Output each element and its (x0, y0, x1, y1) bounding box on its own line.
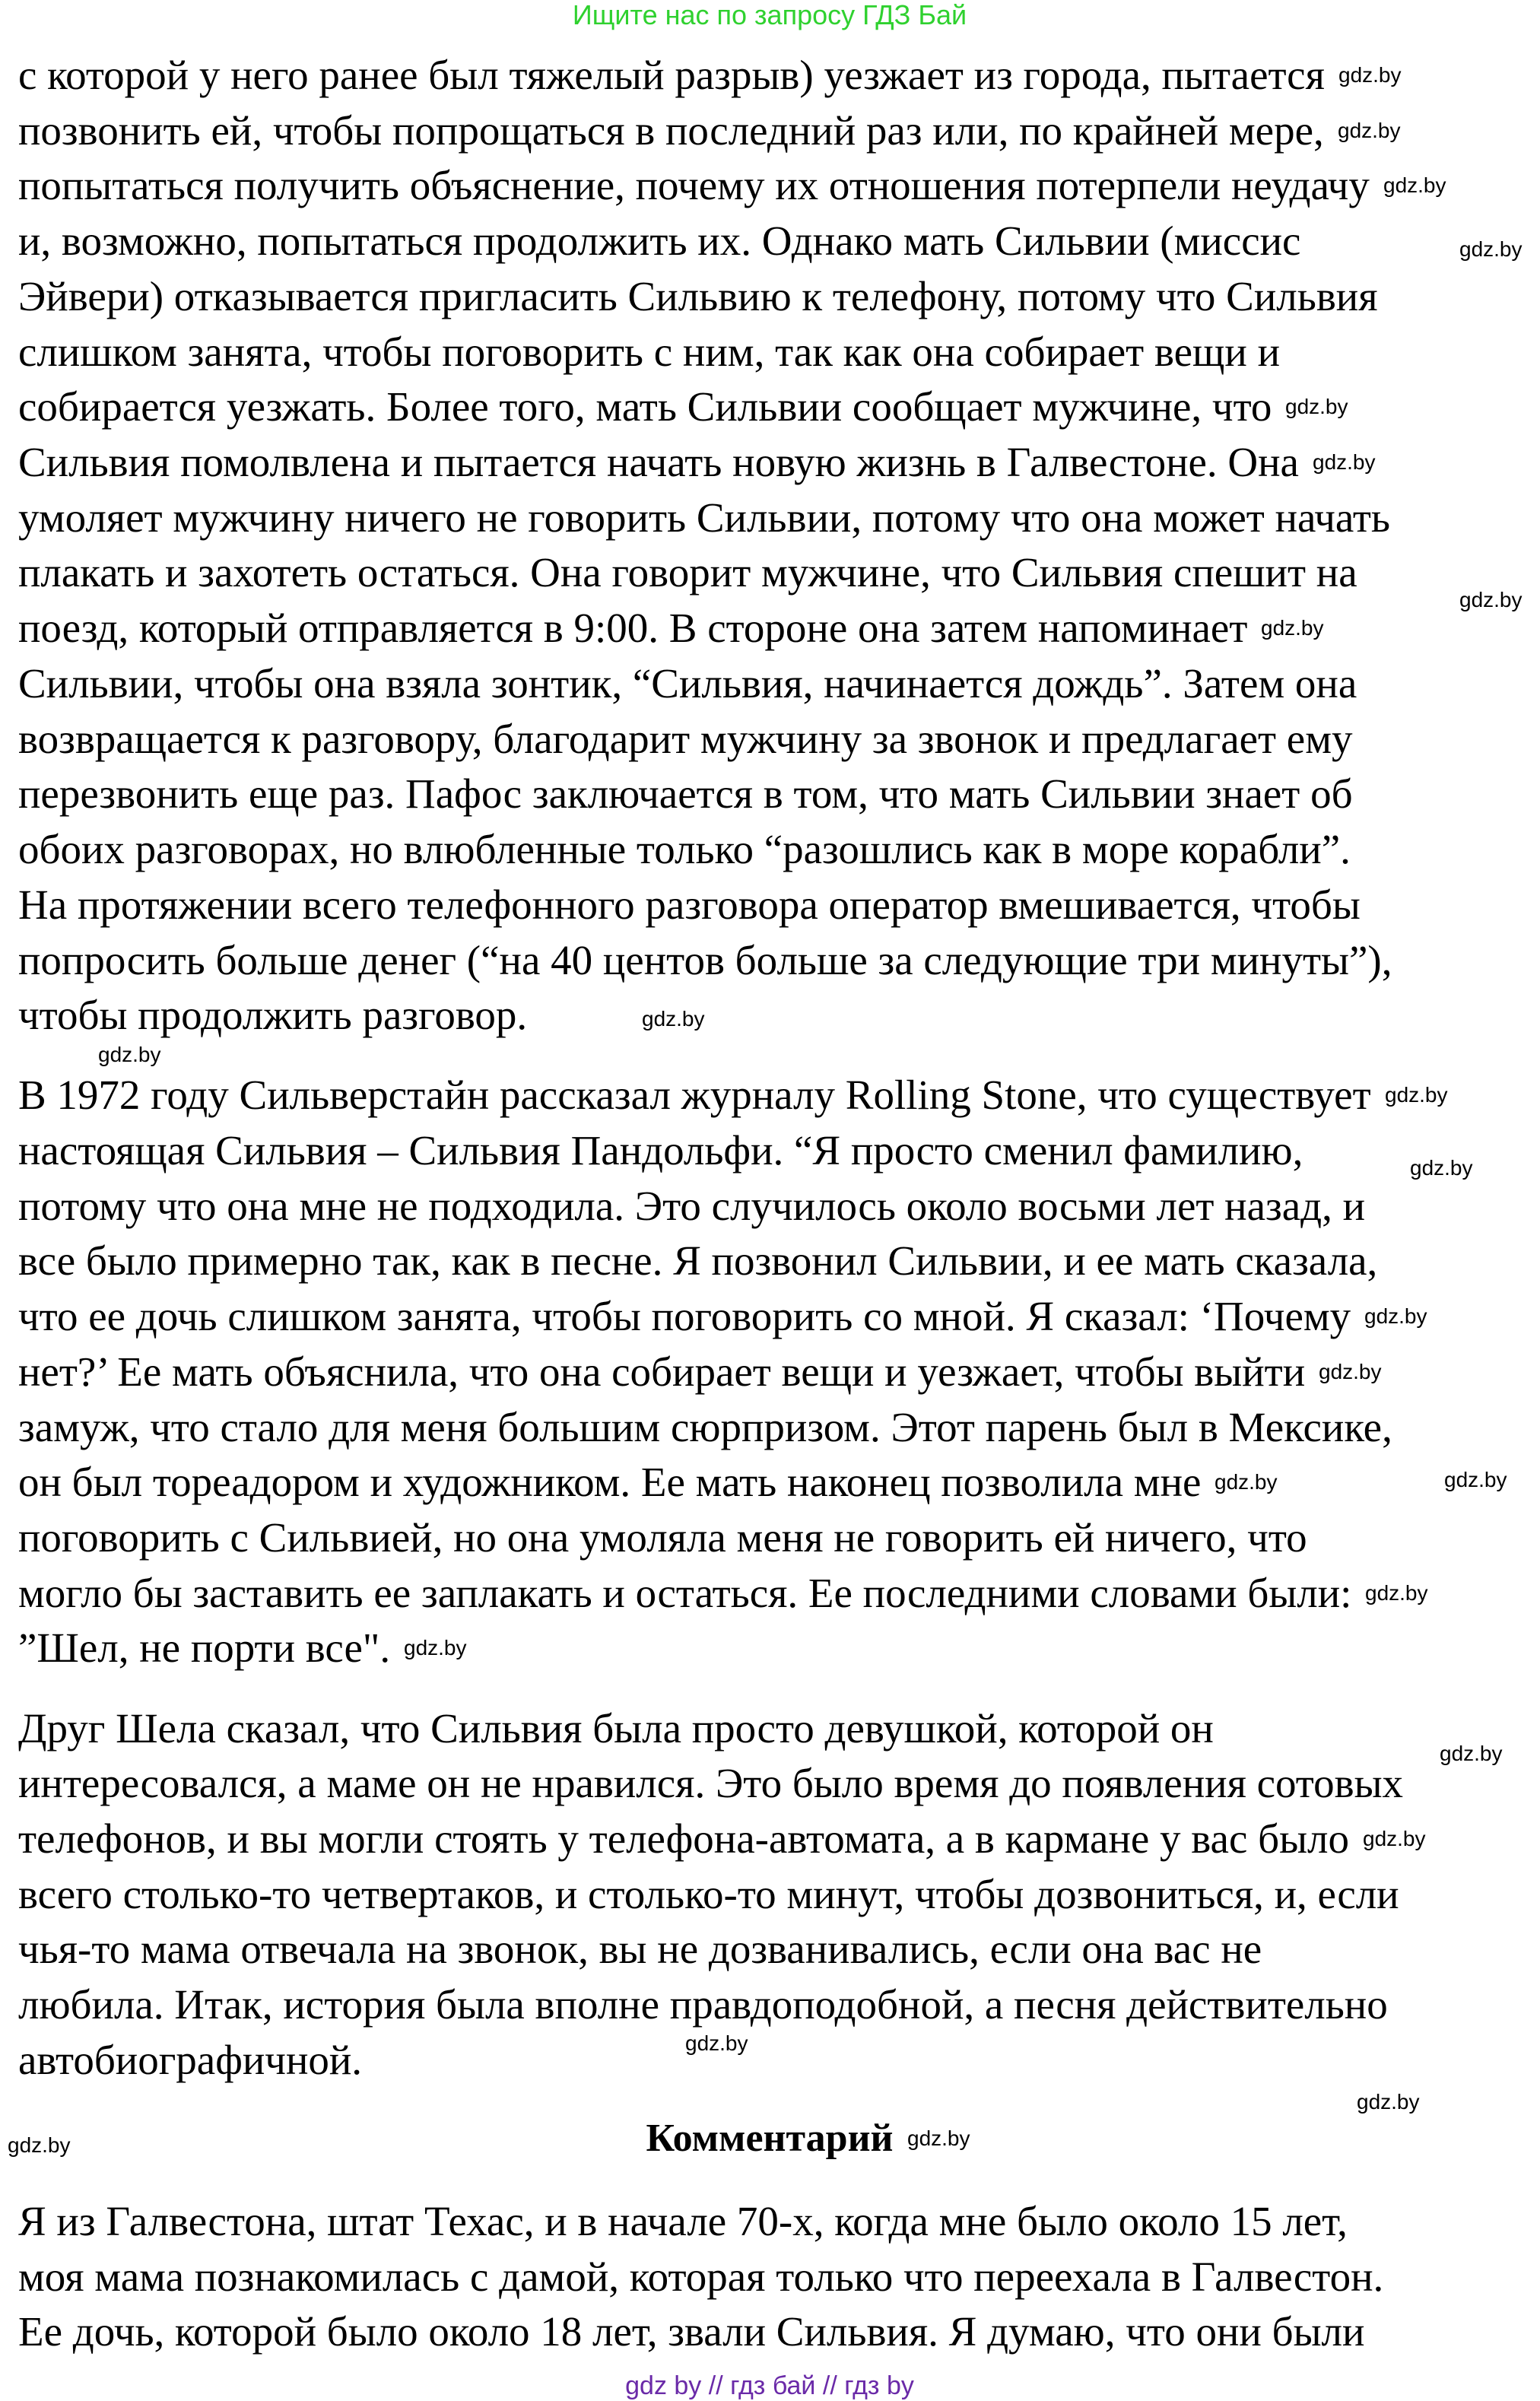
paragraph-3-line: Друг Шела сказал, что Сильвия была просто девушкой, которой он (18, 1705, 1214, 1752)
paragraph-2-line: он был тореадором и художником. Ее мать наконец позволила мне (18, 1459, 1202, 1505)
gdz-watermark: gdz.by (907, 2126, 970, 2150)
gdz-watermark: gdz.by (1215, 1470, 1278, 1494)
gdz-watermark: gdz.by (1313, 450, 1376, 474)
paragraph-1-line: обоих разговорах, но влюбленные только “разошлись как в море корабли”. (18, 826, 1351, 872)
paragraph-2-line: все было примерно так, как в песне. Я позвонил Сильвии, и ее мать сказала, (18, 1237, 1378, 1284)
gdz-watermark: gdz.by (1285, 395, 1348, 418)
paragraph-1-line: попытаться получить объяснение, почему их отношения потерпели неудачу (18, 162, 1370, 208)
paragraph-4-line: Ее дочь, которой было около 18 лет, звали Сильвия. Я думаю, что они были (18, 2308, 1365, 2355)
paragraph-1-line: позвонить ей, чтобы попрощаться в последний раз или, по крайней мере, (18, 107, 1324, 154)
gdz-watermark: gdz.by (98, 1043, 161, 1066)
paragraph-2-line: настоящая Сильвия – Сильвия Пандольфи. “Я просто сменил фамилию, (18, 1127, 1303, 1174)
gdz-watermark: gdz.by (404, 1636, 467, 1659)
gdz-watermark: gdz.by (1365, 1581, 1428, 1605)
gdz-watermark: gdz.by (1444, 1468, 1507, 1491)
gdz-watermark: gdz.by (1338, 119, 1401, 142)
paragraph-2-line: В 1972 году Сильверстайн рассказал журналу Rolling Stone, что существует (18, 1072, 1371, 1118)
paragraph-2-line: потому что она мне не подходила. Это случилось около восьми лет назад, и (18, 1183, 1366, 1229)
paragraph-2-line: ”Шел, не порти все". (18, 1624, 391, 1671)
gdz-watermark: gdz.by (1261, 616, 1324, 640)
gdz-watermark: gdz.by (1319, 1360, 1382, 1383)
paragraph-1-line: Сильвии, чтобы она взяла зонтик, “Сильвия, начинается дождь”. Затем она (18, 660, 1357, 707)
paragraph-3-line: чья-то мама отвечала на звонок, вы не дозванивались, если она вас не (18, 1926, 1262, 1972)
paragraph-1-line: с которой у него ранее был тяжелый разрыв) уезжает из города, пытается (18, 52, 1325, 98)
paragraph-3-line: любила. Итак, история была вполне правдоподобной, а песня действительно (18, 1981, 1388, 2028)
gdz-watermark: gdz.by (1357, 2090, 1420, 2114)
paragraph-1-line: перезвонить еще раз. Пафос заключается в том, что мать Сильвии знает об (18, 770, 1353, 817)
gdz-watermark: gdz.by (1383, 173, 1446, 197)
paragraph-4-line: Я из Галвестона, штат Техас, и в начале 70-х, когда мне было около 15 лет, (18, 2198, 1348, 2244)
paragraph-2-line: что ее дочь слишком занята, чтобы поговорить со мной. Я сказал: ‘Почему (18, 1293, 1351, 1339)
gdz-watermark: gdz.by (1363, 1827, 1426, 1850)
paragraph-1-line: Эйвери) отказывается пригласить Сильвию к телефону, потому что Сильвия (18, 273, 1378, 319)
paragraph-1-line: попросить больше денег (“на 40 центов больше за следующие три минуты”), (18, 937, 1392, 983)
paragraph-3-line: телефонов, и вы могли стоять у телефона-автомата, а в кармане у вас было (18, 1815, 1349, 1862)
search-banner: Ищите нас по запросу ГДЗ Бай (572, 0, 967, 30)
paragraph-1-line: собирается уезжать. Более того, мать Сильвии сообщает мужчине, что (18, 383, 1272, 430)
gdz-watermark: gdz.by (642, 1007, 705, 1031)
gdz-watermark: gdz.by (685, 2031, 748, 2055)
gdz-watermark: gdz.by (1410, 1156, 1473, 1180)
gdz-watermark: gdz.by (1385, 1083, 1448, 1107)
section-heading: Комментарий (646, 2117, 894, 2160)
gdz-watermark: gdz.by (1338, 63, 1402, 87)
paragraph-1-line: поезд, который отправляется в 9:00. В стороне она затем напоминает (18, 605, 1248, 651)
paragraph-3-line: автобиографичной. (18, 2037, 363, 2083)
paragraph-2-line: поговорить с Сильвией, но она умоляла меня не говорить ей ничего, что (18, 1514, 1307, 1561)
footer-watermark: gdz by // гдз бай // гдз by (625, 2371, 914, 2400)
paragraph-3-line: всего столько-то четвертаков, и столько-то минут, чтобы дозвониться, и, если (18, 1871, 1399, 1917)
paragraph-4-line: моя мама познакомилась с дамой, которая только что переехала в Галвестон. (18, 2253, 1384, 2300)
paragraph-1-line: возвращается к разговору, благодарит мужчину за звонок и предлагает ему (18, 716, 1353, 762)
paragraph-1-line: плакать и захотеть остаться. Она говорит мужчине, что Сильвия спешит на (18, 549, 1357, 595)
paragraph-1-line: и, возможно, попытаться продолжить их. Однако мать Сильвии (миссис (18, 218, 1301, 264)
gdz-watermark: gdz.by (1440, 1742, 1503, 1765)
paragraph-1-line: чтобы продолжить разговор. (18, 992, 528, 1038)
paragraph-2-line: замуж, что стало для меня большим сюрпризом. Этот парень был в Мексике, (18, 1404, 1392, 1450)
paragraph-3-line: интересовался, а маме он не нравился. Это было время до появления сотовых (18, 1760, 1404, 1806)
gdz-watermark: gdz.by (1459, 237, 1523, 261)
gdz-watermark: gdz.by (8, 2133, 71, 2157)
paragraph-1-line: Сильвия помолвлена и пытается начать новую жизнь в Галвестоне. Она (18, 439, 1299, 485)
paragraph-2-line: могло бы заставить ее заплакать и остаться. Ее последними словами были: (18, 1570, 1352, 1616)
paragraph-1-line: умоляет мужчину ничего не говорить Сильвии, потому что она может начать (18, 494, 1390, 541)
paragraph-2-line: нет?’ Ее мать объяснила, что она собирает вещи и уезжает, чтобы выйти (18, 1348, 1306, 1395)
paragraph-1-line: На протяжении всего телефонного разговора оператор вмешивается, чтобы (18, 881, 1361, 928)
gdz-watermark: gdz.by (1459, 588, 1523, 611)
paragraph-1-line: слишком занята, чтобы поговорить с ним, так как она собирает вещи и (18, 329, 1280, 375)
gdz-watermark: gdz.by (1364, 1304, 1427, 1328)
